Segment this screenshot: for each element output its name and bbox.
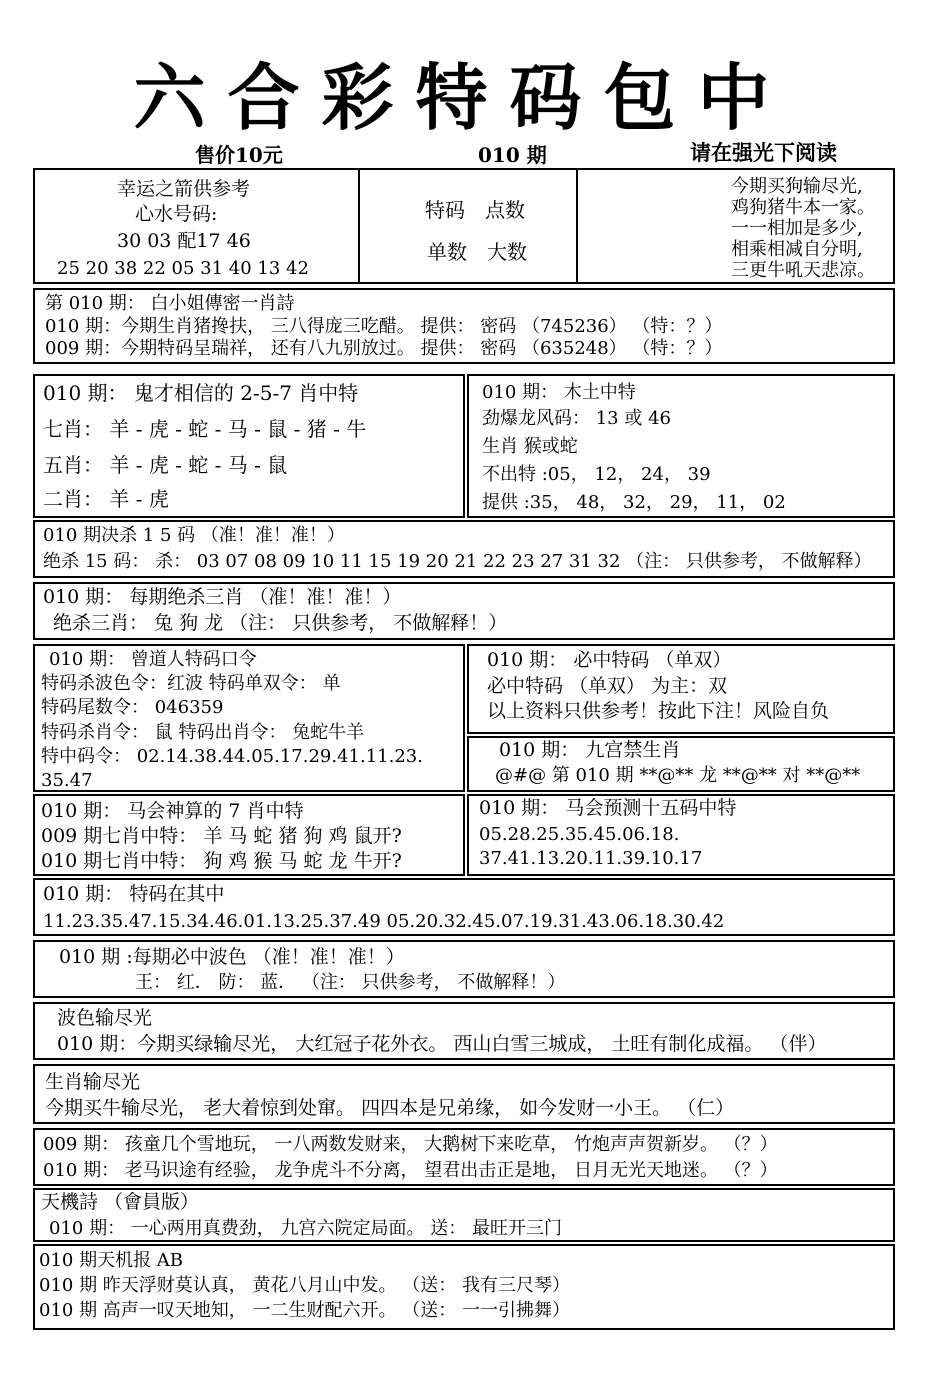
riddle-box [33, 1128, 895, 1186]
secret-title: 第 010 期： 白小姐傳密一肖詩 [45, 293, 295, 314]
horse-7-title: 010 期： 马会神算的 7 肖中特 [41, 800, 304, 822]
horse-15-box [467, 794, 895, 876]
poem-line: 相乘相减自分明, [731, 239, 863, 260]
seven-zodiac: 七肖： 羊 - 虎 - 蛇 - 马 - 鼠 - 猪 - 牛 [43, 417, 367, 441]
zodiac-lose-title: 生肖输尽光 [45, 1071, 141, 1093]
among-line: 11.23.35.47.15.34.46.01.13.25.37.49 05.20.32.45.07.19.31.43.06.18.30.42 [43, 911, 725, 932]
zodiac-lose-box [33, 1064, 895, 1124]
horse-15-line: 05.28.25.35.45.06.18. [479, 824, 680, 845]
dragon-code: 劲爆龙风码： 13 或 46 [482, 408, 671, 429]
wood-earth-box [467, 374, 895, 518]
riddle-010: 010 期： 老马识途有经验， 龙争虎斗不分离， 望君出击正是地， 日月无光天地迷。 （？） [43, 1160, 778, 1181]
wave-lose-box [33, 1002, 895, 1060]
secret-line-010: 010 期：今期生肖猪搀扶， 三八得庞三吃醋。 提供： 密码 （745236） （特：？） [45, 316, 723, 337]
wood-earth-title: 010 期： 木土中特 [482, 382, 636, 403]
poem-line: 鸡狗猪牛本一家。 [731, 197, 875, 218]
horse-7-009: 009 期七肖中特： 羊 马 蛇 猪 狗 鸡 鼠开? [41, 825, 402, 847]
zodiac-pick: 生肖 猴或蛇 [482, 436, 578, 457]
among-box [33, 878, 895, 936]
nine-palace-line: @#@ 第 010 期 **@** 龙 **@** 对 **@** [495, 765, 861, 786]
wave-box [33, 940, 895, 998]
odd-big: 单数 大数 [427, 240, 527, 264]
heaven-news-line: 010 期 昨天浮财莫认真， 黄花八月山中发。 （送： 我有三尺琴） [39, 1275, 570, 1296]
kill-3-box [33, 582, 895, 640]
price-label: 售价10元 [195, 143, 283, 167]
kill-15-line: 绝杀 15 码： 杀： 03 07 08 09 10 11 15 19 20 21 22 23 27 31 32 （注： 只供参考， 不做解释） [43, 551, 872, 572]
heaven-news-title: 010 期天机报 AB [39, 1250, 184, 1271]
heaven-news-line: 010 期 高声一叹天地知， 一二生财配六开。 （送： 一一引拂舞） [39, 1300, 570, 1321]
wave-line: 王： 红． 防： 蓝． （注： 只供参考， 不做解释！） [135, 972, 566, 993]
water-title: 心水号码: [135, 203, 218, 225]
taoist-line: 35.47 [41, 770, 93, 791]
lucky-numbers-1: 30 03 配17 46 [117, 230, 251, 252]
nine-palace-title: 010 期： 九宫禁生肖 [499, 739, 681, 761]
must-win-note: 以上资料只供参考！按此下注！风险自负 [487, 700, 830, 722]
poem-line: 今期买狗输尽光, [731, 176, 863, 197]
riddle-009: 009 期： 孩童几个雪地玩， 一八两数发财来， 大鹅树下来吃草， 竹炮声声贺新岁。 （？） [43, 1134, 778, 1155]
taoist-line: 特码尾数令： 046359 [41, 697, 224, 718]
poem-line: 三更牛吼天悲凉。 [731, 260, 875, 281]
must-win-title: 010 期： 必中特码 （单双） [487, 649, 732, 671]
horse-15-line: 37.41.13.20.11.39.10.17 [479, 848, 703, 869]
lucky-numbers-2: 25 20 38 22 05 31 40 13 42 [57, 258, 309, 279]
poem-line: 一一相加是多少, [731, 218, 863, 239]
heaven-news-box [33, 1244, 895, 1330]
zodiac-lose-line: 今期买牛输尽光， 老大着惊到处窜。 四四本是兄弟缘， 如今发财一小王。 （仁） [45, 1097, 735, 1119]
taoist-title: 010 期： 曾道人特码口令 [49, 649, 257, 670]
zodiac-257-box [33, 374, 465, 518]
kill-15-box [33, 520, 895, 578]
heaven-poem-title: 天機詩 （會員版） [41, 1191, 200, 1213]
wave-lose-title: 波色输尽光 [57, 1007, 153, 1029]
taoist-box [33, 644, 465, 792]
zodiac-257-title: 010 期： 鬼才相信的 2-5-7 肖中特 [43, 381, 359, 405]
kill-15-title: 010 期决杀 1 5 码 （准！准！准！） [43, 525, 345, 546]
horse-7-010: 010 期七肖中特： 狗 鸡 猴 马 蛇 龙 牛开? [41, 850, 402, 872]
not-out-numbers: 不出特 :05， 12， 24， 39 [482, 464, 711, 485]
taoist-line: 特中码令： 02.14.38.44.05.17.29.41.11.23. [41, 746, 423, 767]
nine-palace-box [467, 736, 895, 792]
wave-title: 010 期 :每期必中波色 （准！准！准！） [59, 946, 405, 968]
top-info-box [33, 168, 895, 284]
wave-lose-line: 010 期：今期买绿输尽光， 大红冠子花外衣。 西山白雪三城成， 土旺有制化成福。 （伴） [57, 1033, 827, 1055]
horse-7-box [33, 794, 465, 876]
horse-15-title: 010 期： 马会预测十五码中特 [479, 797, 737, 819]
lucky-title: 幸运之箭供参考 [117, 178, 251, 200]
taoist-line: 特码杀肖令： 鼠 特码出肖令： 兔蛇牛羊 [41, 722, 365, 743]
among-title: 010 期： 特码在其中 [43, 883, 225, 905]
two-zodiac: 二肖： 羊 - 虎 [43, 487, 169, 511]
special-points: 特码 点数 [425, 198, 525, 222]
must-win-line: 必中特码 （单双） 为主：双 [487, 675, 728, 697]
taoist-line: 特码杀波色令：红波 特码单双令： 单 [41, 673, 341, 694]
secret-line-009: 009 期：今期特码呈瑞祥， 还有八九别放过。 提供： 密码 （635248） （特：？） [45, 338, 723, 359]
secret-poem-box [33, 288, 895, 364]
kill-3-line: 绝杀三肖： 兔 狗 龙 （注： 只供参考， 不做解释！） [53, 612, 508, 634]
provided-numbers: 提供 :35， 48， 32， 29， 11， 02 [482, 492, 786, 513]
must-win-box [467, 644, 895, 734]
page-title: 六合彩特码包中 [133, 55, 792, 140]
five-zodiac: 五肖： 羊 - 虎 - 蛇 - 马 - 鼠 [43, 453, 288, 477]
kill-3-title: 010 期： 每期绝杀三肖 （准！准！准！） [43, 586, 402, 608]
heaven-poem-line: 010 期： 一心两用真费劲， 九宫六院定局面。 送： 最旺开三门 [49, 1218, 562, 1239]
reading-note: 请在强光下阅读 [690, 140, 837, 165]
issue-label: 010 期 [478, 143, 547, 167]
heaven-poem-box [33, 1188, 895, 1242]
